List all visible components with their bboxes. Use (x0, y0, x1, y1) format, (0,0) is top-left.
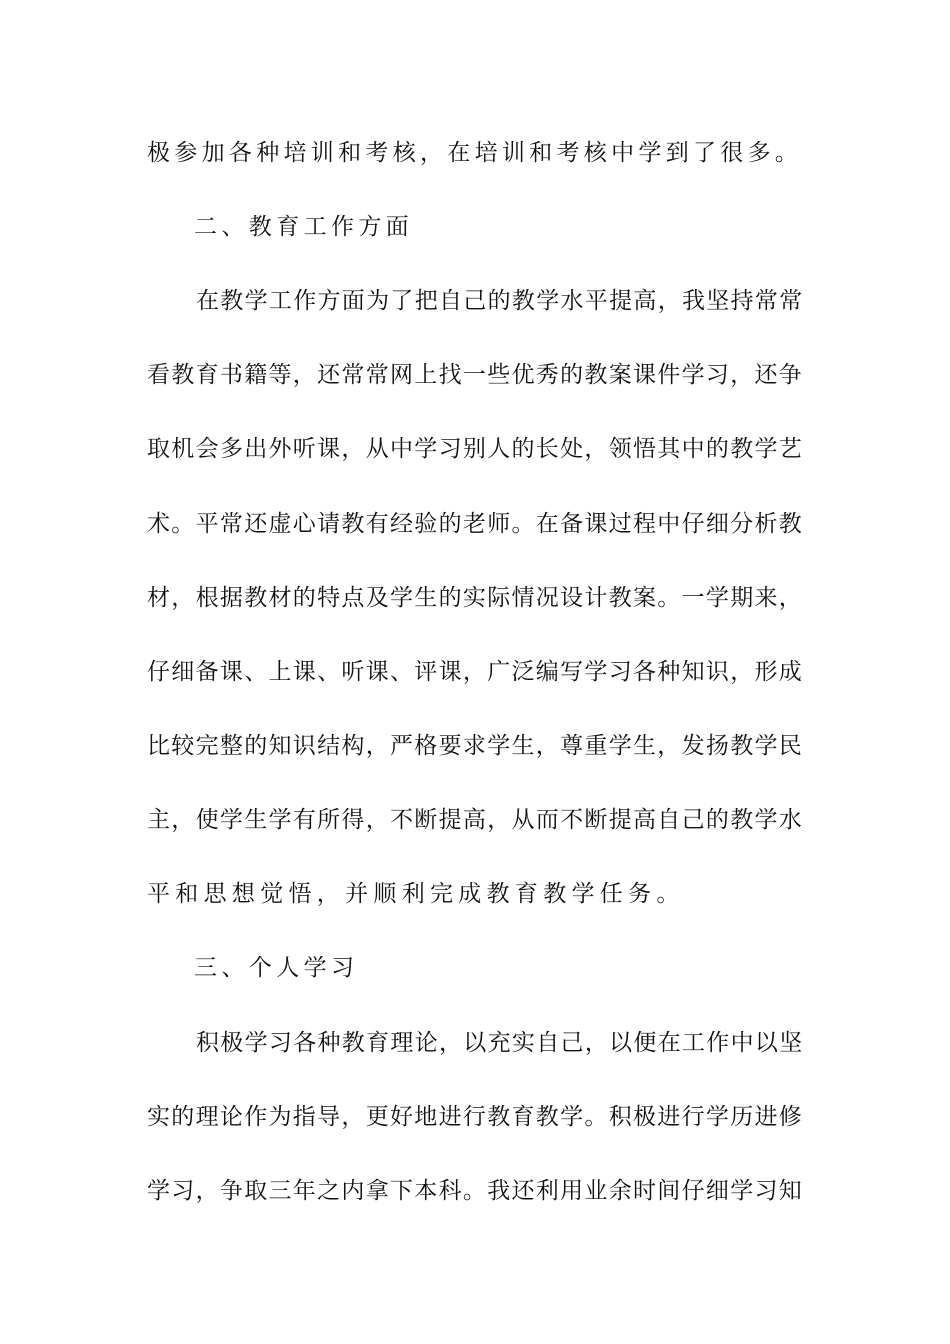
body-text-line: 极参加各种培训和考核，在培训和考核中学到了很多。 (147, 140, 803, 166)
body-text-line: 取机会多出外听课，从中学习别人的长处，领悟其中的教学艺 (147, 436, 804, 462)
body-text-line: 仔细备课、上课、听课、评课，广泛编写学习各种知识，形成 (147, 659, 804, 685)
body-text-line: 主，使学生学有所得，不断提高，从而不断提高自己的教学水 (147, 807, 804, 833)
paragraph-first-line: 在教学工作方面为了把自己的教学水平提高，我坚持常常 (196, 288, 804, 314)
paragraph-first-line: 积极学习各种教育理论，以充实自己，以便在工作中以坚 (196, 1030, 804, 1056)
section-heading-personal-study: 三、个人学习 (194, 955, 359, 981)
body-text-line: 术。平常还虚心请教有经验的老师。在备课过程中仔细分析教 (147, 511, 804, 537)
section-heading-education-work: 二、教育工作方面 (194, 214, 414, 240)
body-text-line: 比较完整的知识结构，严格要求学生，尊重学生，发扬教学民 (147, 733, 804, 759)
body-text-line: 看教育书籍等，还常常网上找一些优秀的教案课件学习，还争 (147, 362, 804, 388)
body-text-line: 实的理论作为指导，更好地进行教育教学。积极进行学历进修 (147, 1104, 804, 1130)
body-text-line: 材，根据教材的特点及学生的实际情况设计教案。一学期来， (147, 585, 804, 611)
body-text-line: 学习，争取三年之内拿下本科。我还利用业余时间仔细学习知 (147, 1178, 804, 1204)
body-text-line: 平和思想觉悟，并顺利完成教育教学任务。 (147, 881, 685, 907)
